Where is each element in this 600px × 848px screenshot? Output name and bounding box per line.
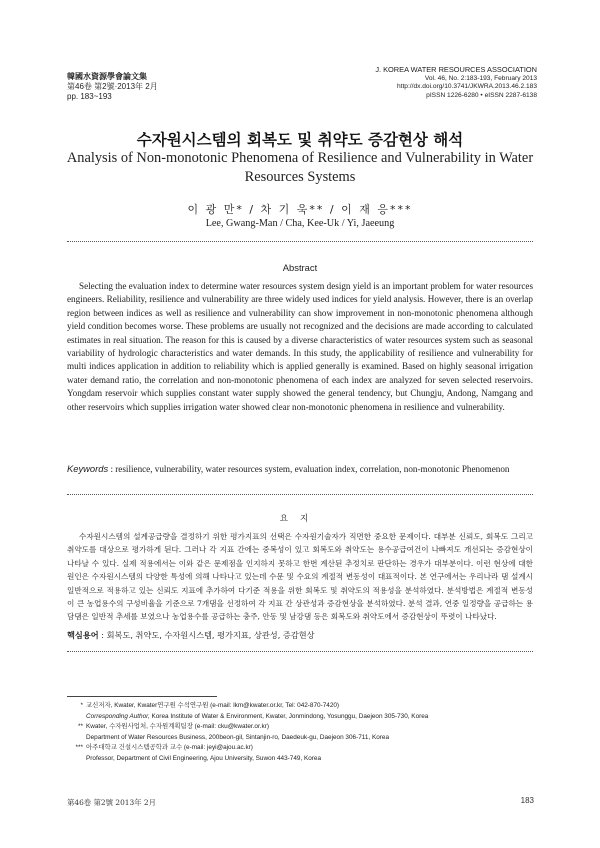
footnote-korean: Kwater, 수자원사업처, 수자원계획팀장 (e-mail: cku@kwater.or.kr)	[86, 723, 269, 731]
footnote-mark: **	[78, 723, 83, 731]
footnote-2	[67, 722, 533, 743]
page-footer-journal: 第46卷 第2號 2013年 2月	[67, 798, 157, 807]
footnote-english: Department of Water Resources Business, 200beon-gil, Sintanjin-ro, Daedeuk-gu, Daejeon 306-711, Korea	[86, 733, 390, 741]
footnote-korean: 아주대학교 건설시스템공학과 교수 (e-mail: jeyi@ajou.ac.kr)	[86, 744, 253, 752]
footnote-3	[67, 743, 533, 764]
korean-keywords-label: 핵심용어	[67, 630, 99, 640]
footnote-mark: ***	[75, 744, 83, 752]
journal-header-right	[375, 66, 537, 100]
page-number: 183	[520, 796, 534, 805]
korean-keywords-text: : 회복도, 취약도, 수자원시스템, 평가지표, 상관성, 증감현상	[98, 630, 315, 640]
korean-abstract-heading: 요지	[279, 514, 321, 524]
journal-volume-issue: 第46卷 第2號·2013年 2月	[67, 82, 158, 91]
korean-keywords	[67, 630, 533, 641]
korean-abstract-text: 수자원시스템의 설계공급량을 결정하기 위한 평가지표의 선택은 수자원기술자가 직면한 중요한 문제이다. 대부분 신뢰도, 회복도 그리고 취약도를 대상으로 평가하게 된다. 그러나 각 지표 간에는 중복성이 있고 회복도와 취약도는 용수공급여건이 나빠져도 개선되는 증감현상이 나타날 수 있다. 실제 적용에서는 이와 같은 문제점을 인지하지 못하고 한번 계산된 추정치로 판단하는 경우가 대부분이다. 이런 현상에 대한 원인은 수자원시스템의 다양한 특성에 의해 나타나고 있는데 수문 및 수요의 계절적 변동성이 대표적이다. 본 연구에서는 우리나라 댐 설계시 일반적으로 적용하고 있는 신뢰도 지표에 추가하여 다기준 적용을 위한 회복도 및 취약도의 적용성을 분석하였다. 분석방법은 계절적 변동성이 큰 농업용수의 구성비율을 기준으로 7개댐을 선정하여 각 지표 간 상관성과 증감현상을 분석하였다. 분석 결과, 연중 일정량을 공급하는 용담댐은 일반적 추세를 보였으나 농업용수를 공급하는 충주, 안동 및 남강댐 등은 회복도와 취약도에서 증감현상이 뚜렷이 나타났다.	[67, 532, 533, 622]
keywords-label: Keywords	[67, 463, 109, 474]
journal-header-left	[67, 72, 158, 102]
footnote-mark: *	[80, 702, 83, 709]
footnote-english: Professor, Department of Civil Engineering, Ajou University, Suwon 443-749, Korea	[86, 754, 322, 762]
abstract-text: Selecting the evaluation index to determine water resources system design yield is an important problem for water resources engineers. Reliability, resilience and vulnerability are three widely used indices for yield analysis. However, there is an overlap region between indices as well as resilience and vulnerability can show improvement in non-monotonic phenomena although yield condition becomes worse. These problems are usually not recognized and the decisions are made according to calculated estimates in real situation. The reason for this is caused by a diverse characteristics of water resources system such as seasonal variability of hydrologic characteristics and water demands. In this study, the applicability of resilience and vulnerability for multi indices application in addition to reliability which is applied generally is examined. Based on highly seasonal irrigation water demand ratio, the correlation and non-monotonic phenomena of each index are analyzed for seven selected reservoirs. Yongdam reservoir which supplies constant water supply showed the general tendency, but Chungju, Andong, Namgang and other reservoirs which supplies irrigation water showed clear non-monotonic phenomena in resilience and vulnerability.	[67, 281, 533, 412]
doi-link[interactable]: http://dx.doi.org/10.3741/JKWRA.2013.46.2.183	[396, 83, 537, 91]
footnote-1	[67, 701, 533, 722]
footnotes	[67, 701, 533, 765]
footnote-english: Korea Institute of Water & Environment, Kwater, Jonmindong, Yosunggu, Daejeon 305-730, Korea	[149, 712, 429, 720]
authors-english: Lee, Gwang-Man / Cha, Kee-Uk / Yi, Jaeeung	[205, 218, 395, 229]
paper-title-english: Analysis of Non-monotonic Phenomena of Resilience and Vulnerability in Water Resources Systems	[66, 150, 534, 185]
corresponding-author-label: Corresponding Author,	[86, 712, 150, 720]
footnote-rule	[67, 696, 217, 697]
korean-abstract-body	[67, 530, 533, 624]
abstract-heading: Abstract	[282, 262, 318, 273]
divider-top	[67, 241, 533, 242]
paper-title-korean: 수자원시스템의 회복도 및 취약도 증감현상 해석	[136, 131, 464, 149]
divider-abstract	[67, 494, 533, 495]
journal-vol-info: Vol. 46, No. 2:183-193, February 2013	[424, 74, 537, 82]
journal-pages: pp. 183~193	[67, 92, 112, 101]
footnote-korean: 교신저자, Kwater, Kwater연구원 수석연구원 (e-mail: lkm@kwater.or.kr, Tel: 042-870-7420)	[86, 702, 340, 709]
journal-name-english: J. KOREA WATER RESOURCES ASSOCIATION	[375, 65, 537, 74]
keywords-text: : resilience, vulnerability, water resources system, evaluation index, correlation, non-monotonic Phenomenon	[108, 464, 510, 474]
abstract-body	[67, 280, 533, 414]
keywords	[67, 462, 533, 476]
issn: pISSN 1226-6280 • eISSN 2287-6138	[426, 91, 537, 99]
authors-korean: 이 광 만* / 차 기 욱** / 이 재 응***	[187, 203, 413, 216]
divider-korean-abstract	[67, 651, 533, 652]
journal-name-korean: 韓國水資源學會論文集	[67, 72, 147, 81]
